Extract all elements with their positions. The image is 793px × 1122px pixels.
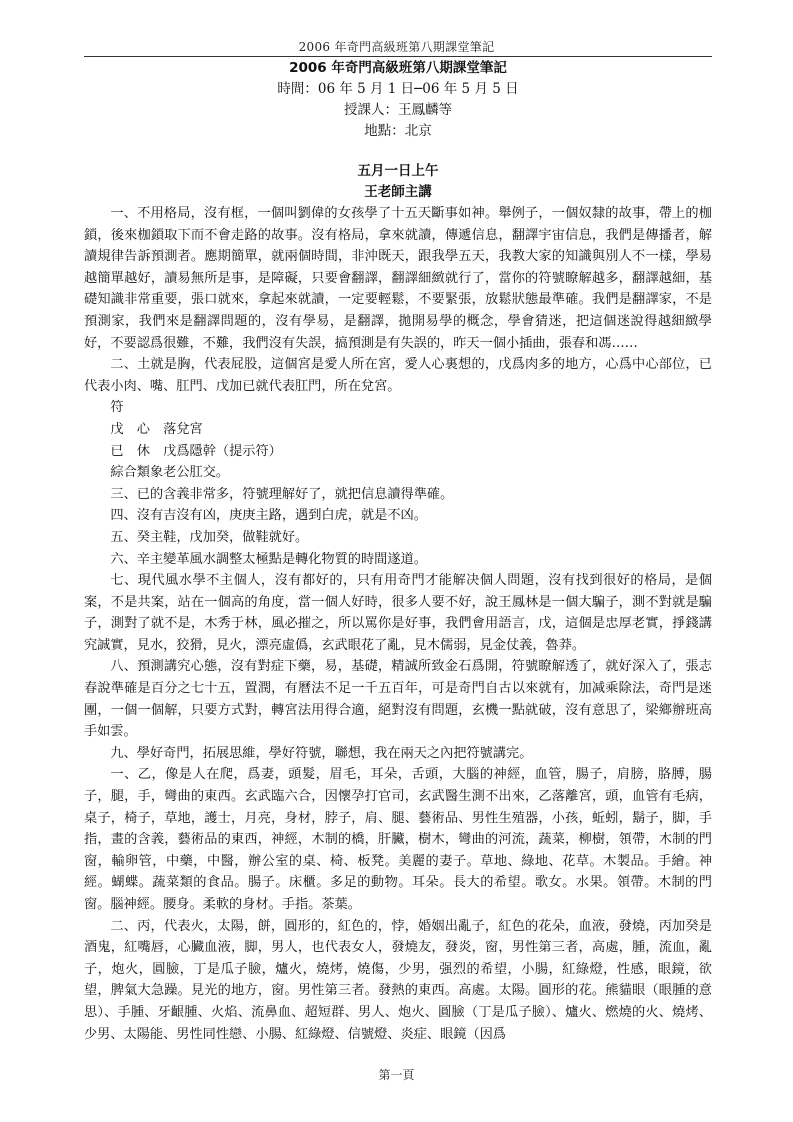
- paragraph: 綜合類象老公肛交。: [110, 465, 230, 481]
- paragraph: 五、癸主鞋，戊加癸，做鞋就好。: [110, 529, 309, 545]
- paragraph: 六、辛主變革風水調整太極點是轉化物質的時間遂道。: [110, 551, 427, 567]
- paragraph: 九、學好奇門，拓展思維，學好符號，聯想，我在兩天之內把符號講完。: [110, 745, 533, 761]
- header-divider: [84, 56, 712, 57]
- body-text: [84, 203, 712, 1045]
- paragraph: 二、土就是胸，代表屁股，這個宮是愛人所在宮，愛人心裏想的，戊爲肉多的地方，心爲中心部位，已代表小肉、嘴、肛門、戊加已就代表肛門，所在兌宮。: [84, 357, 712, 394]
- session-heading: 五月一日上午: [357, 163, 439, 179]
- paragraph: 二、丙，代表火，太陽，餅，圓形的，紅色的，悖，婚姻出亂子，紅色的花朵，血液，發燒，丙加癸是酒鬼，紅嘴唇，心臟血液，脚，男人，也代表女人，發燒友，發炎，窗，男性第三者，高處，腫，流血，亂子，炮火，圓臉，丁是瓜子臉，爐火，燒烤，燒傷，少男，强烈的希望，小腸，紅綠燈，性感，眼鏡，欲望，脾氣大急躁。見光的地方，窗。男性第三者。發熱的東西。高處。太陽。圓形的花。熊貓眼（眼腫的意思）、手腫、牙齦腫、火焰、流鼻血、超短群、男人、炮火、圓臉（丁是瓜子臉）、爐火、燃燒的火、燒烤、少男、太陽能、男性同性戀、小腸、紅綠燈、信號燈、炎症、眼鏡（因爲: [84, 918, 712, 1042]
- paragraph: 四、沒有吉沒有凶，庚庚主路，遇到白虎，就是不凶。: [110, 508, 427, 524]
- paragraph: 三、已的含義非常多，符號理解好了，就把信息讀得準確。: [110, 486, 454, 502]
- paragraph: 已 休 戊爲隱幹（提示符）: [110, 443, 282, 459]
- paragraph: 八、預測講究心態，沒有對症下藥，易，基礎，精誠所致金石爲開，符號瞭解透了，就好深入了，張志春說準確是百分之七十五，置潤，有曆法不足一千五百年，可是奇門自古以來就有，加减乘除法，奇門是迷團，一個一個解，只要方式對，轉宮法用得合適，絕對沒有問題，玄機一點就破，沒有意思了，梁鄉辦班高手如雲。: [84, 659, 712, 740]
- paragraph: 一、不用格局，沒有框，一個叫劉偉的女孩學了十五天斷事如神。舉例子，一個奴隸的故事，帶上的枷鎖，後來枷鎖取下而不會走路的故事。沒有格局，拿來就讀，傳遞信息，翻譯宇宙信息，我們是傳播者，解讀規律告訴預測者。應期簡單，就兩個時間，非沖既天，跟我學五天，我教大家的知識與別人不一樣，學易越簡單越好，讀易無所是事，是障礙，只要會翻譯，翻譯細緻就行了，當你的符號瞭解越多，翻譯越細，基礎知識非常重要，張口就來，拿起來就讀，一定要輕鬆，不要緊張，放鬆狀態最準確。我們是翻譯家，不是預測家，我們來是翻譯問題的，沒有學易，是翻譯，拋開易學的概念，學會猜迷，把這個迷說得越細緻學好，不要認爲很難，不難，我們沒有失誤，搞預測是有失誤的，昨天一個小插曲，張春和馮……: [84, 206, 712, 351]
- paragraph: 戊 心 落兌宮: [110, 421, 203, 437]
- paragraph: 一、乙，像是人在爬，爲妻，頭髮，眉毛，耳朵，舌頭，大腦的神經，血管，腸子，肩膀，胳膊，腸子，腿，手，彎曲的東西。玄武臨六合，因懷孕打官司，玄武醫生測不出來，乙落離宮，頭，血管有毛病，桌子，椅子，草地，護士，月亮，身材，脖子，肩、腿、藝術品、男性生殖器，小孩，蚯蚓，鬍子，脚，手指，畫的含義，藝術品的東西，神經，木制的橋，肝臟，樹木，彎曲的河流，蔬菜，柳樹，領帶，木制的門窗，輸卵管，中藥，中醫，辦公室的桌、椅、板凳。美麗的妻子。草地、綠地、花草。木製品。手繪。神經。蝴蝶。蔬菜類的食品。腸子。床櫃。多足的動物。耳朵。長大的希望。歌女。水果。領帶。木制的門窗。腦神經。腰身。柔軟的身材。手指。茶葉。: [84, 767, 712, 912]
- page-number: 第一頁: [378, 1068, 415, 1082]
- paragraph: 七、現代風水學不主個人，沒有都好的，只有用奇門才能解决個人問題，沒有找到很好的格局，是個案，不是共案，站在一個高的角度，當一個人好時，很多人要不好，說王鳳林是一個大騙子，測不對就是騙子，測對了就不是，木秀于林，風必摧之，所以罵你是好事，我們會用語言，戊，這個是忠厚老實，掙錢講究誠實，見水，狡猾，見火，漂亮虛僞，玄武眼花了亂，見木儒弱，見金仗義，魯莽。: [84, 573, 712, 653]
- document-location: 地點：北京: [364, 123, 432, 139]
- document-title: 2006 年奇門高級班第八期課堂筆記: [289, 60, 507, 76]
- document-page: [84, 58, 712, 1045]
- running-header: 2006 年奇門高級班第八期課堂筆記: [298, 40, 495, 54]
- section-heading: [84, 161, 712, 203]
- document-lecturer: 授課人：王鳳麟等: [344, 102, 452, 118]
- paragraph: 符: [110, 400, 124, 416]
- document-time: 時間：06 年 5 月 1 日─06 年 5 月 5 日: [277, 81, 519, 97]
- speaker-heading: 王老師主講: [364, 184, 432, 200]
- title-block: [84, 58, 712, 142]
